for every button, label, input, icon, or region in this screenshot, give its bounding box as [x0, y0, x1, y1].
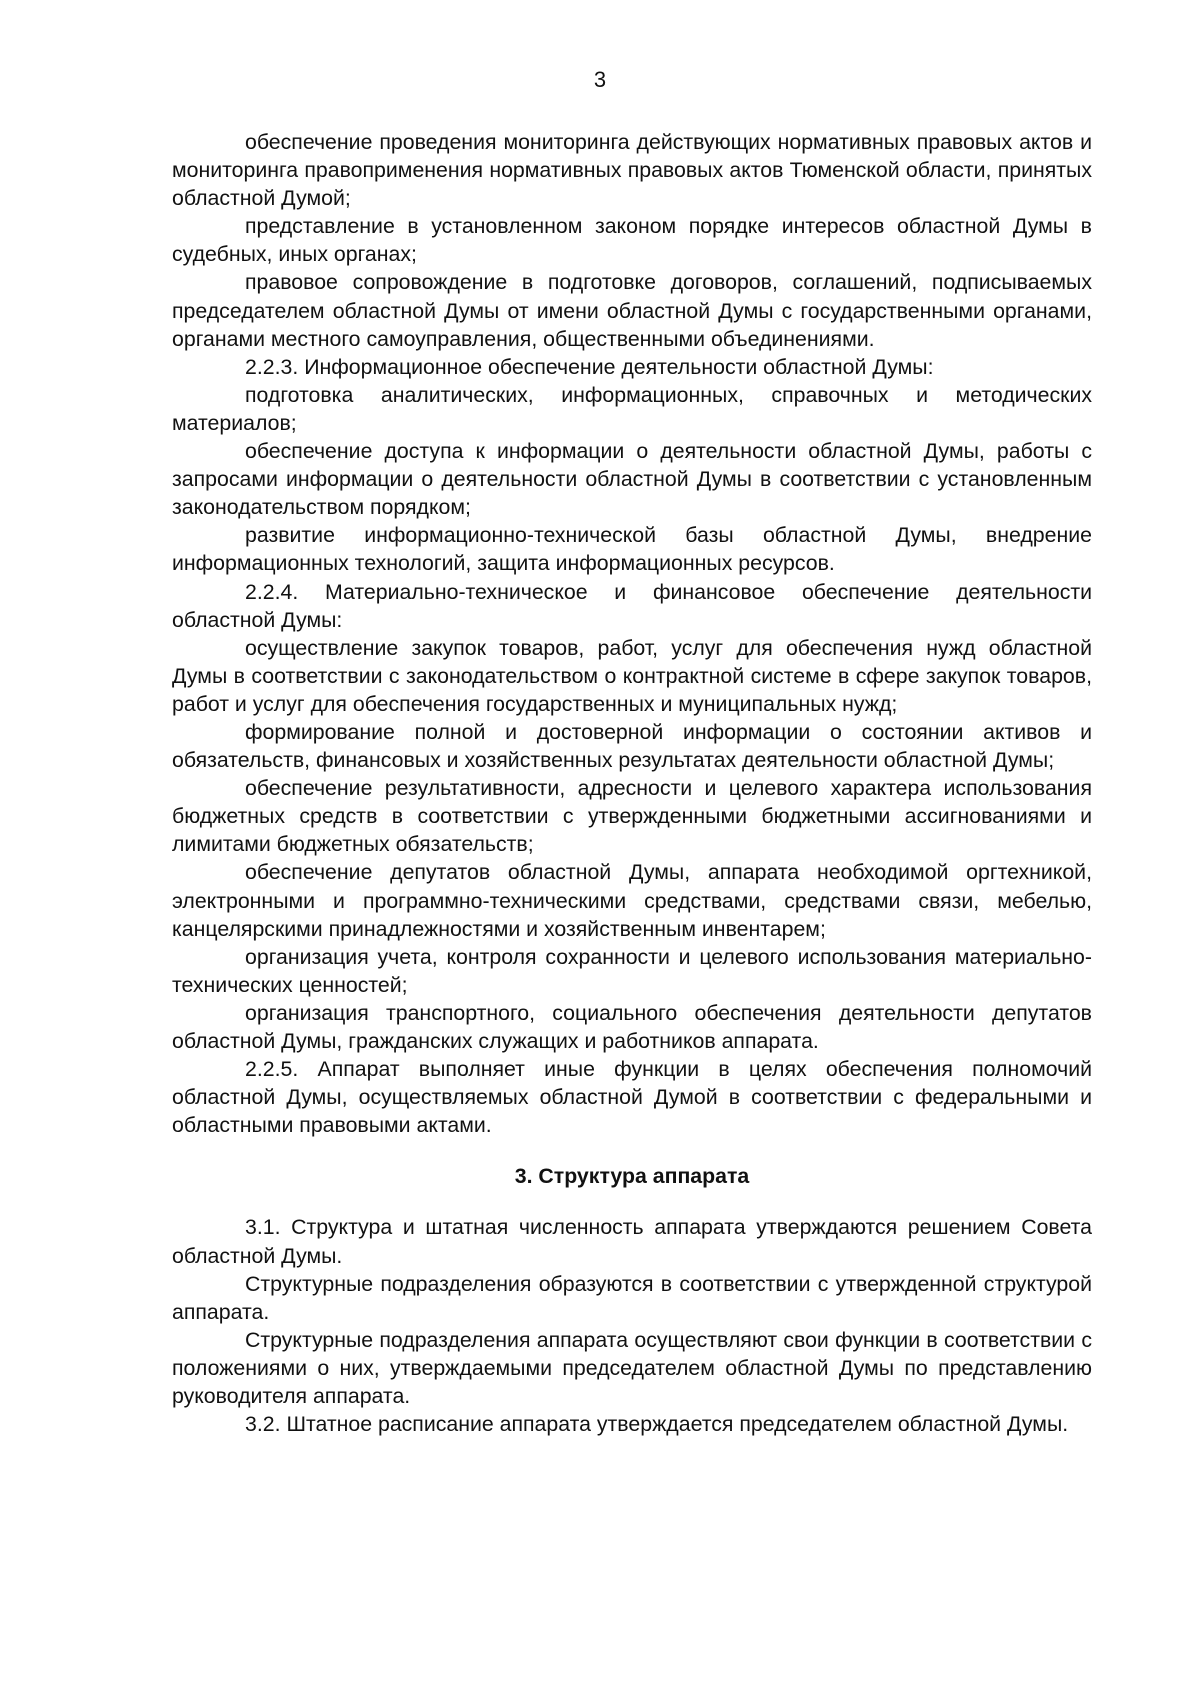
page-number: 3	[593, 67, 607, 92]
paragraph: 3.2. Штатное расписание аппарата утверждается председателем областной Думы.	[245, 1412, 1069, 1437]
paragraph: правовое сопровождение в подготовке договоров, соглашений, подписываемых председателем областной Думы от имени областной Думы с государственными органами, органами местного самоуправления, общественными объединениями.	[172, 270, 1092, 351]
paragraph: организация учета, контроля сохранности и целевого использования материально-технических ценностей;	[172, 944, 1092, 997]
paragraph: осуществление закупок товаров, работ, услуг для обеспечения нужд областной Думы в соответствии с законодательством о контрактной системе в сфере закупок товаров, работ и услуг для обеспечения государственных и муниципальных нужд;	[172, 635, 1092, 716]
paragraph: 3.1. Структура и штатная численность аппарата утверждаются решением Совета областной Думы.	[172, 1215, 1092, 1268]
subsection-heading: 2.2.5. Аппарат выполняет иные функции в целях обеспечения полномочий областной Думы, осуществляемых областной Думой в соответствии с федеральными и областными правовыми актами.	[172, 1057, 1092, 1138]
paragraph: обеспечение доступа к информации о деятельности областной Думы, работы с запросами информации о деятельности областной Думы в соответствии с установленным законодательством порядком;	[172, 439, 1092, 520]
document-body	[172, 128, 1092, 1438]
paragraph: Структурные подразделения образуются в соответствии с утвержденной структурой аппарата.	[172, 1271, 1092, 1324]
paragraph: подготовка аналитических, информационных, справочных и методических материалов;	[172, 382, 1092, 435]
paragraph: обеспечение проведения мониторинга действующих нормативных правовых актов и мониторинга правоприменения нормативных правовых актов Тюменской области, принятых областной Думой;	[172, 130, 1092, 211]
paragraph: организация транспортного, социального обеспечения деятельности депутатов областной Думы, гражданских служащих и работников аппарата.	[172, 1000, 1092, 1053]
paragraph: представление в установленном законом порядке интересов областной Думы в судебных, иных органах;	[172, 214, 1092, 267]
section-heading: 3. Структура аппарата	[514, 1164, 750, 1189]
subsection-heading: 2.2.3. Информационное обеспечение деятельности областной Думы:	[245, 354, 934, 379]
paragraph: Структурные подразделения аппарата осуществляют свои функции в соответствии с положениями о них, утверждаемыми председателем областной Думы по представлению руководителя аппарата.	[172, 1327, 1092, 1409]
paragraph: обеспечение депутатов областной Думы, аппарата необходимой оргтехникой, электронными и программно-техническими средствами, средствами связи, мебелью, канцелярскими принадлежностями и хозяйственным инвентарем;	[172, 860, 1092, 941]
subsection-heading: 2.2.4. Материально-техническое и финансовое обеспечение деятельности областной Думы:	[172, 579, 1092, 632]
paragraph: формирование полной и достоверной информации о состоянии активов и обязательств, финансовых и хозяйственных результатах деятельности областной Думы;	[172, 719, 1092, 773]
paragraph: обеспечение результативности, адресности и целевого характера использования бюджетных средств в соответствии с утвержденными бюджетными ассигнованиями и лимитами бюджетных обязательств;	[172, 776, 1092, 857]
paragraph: развитие информационно-технической базы областной Думы, внедрение информационных технологий, защита информационных ресурсов.	[172, 523, 1092, 576]
